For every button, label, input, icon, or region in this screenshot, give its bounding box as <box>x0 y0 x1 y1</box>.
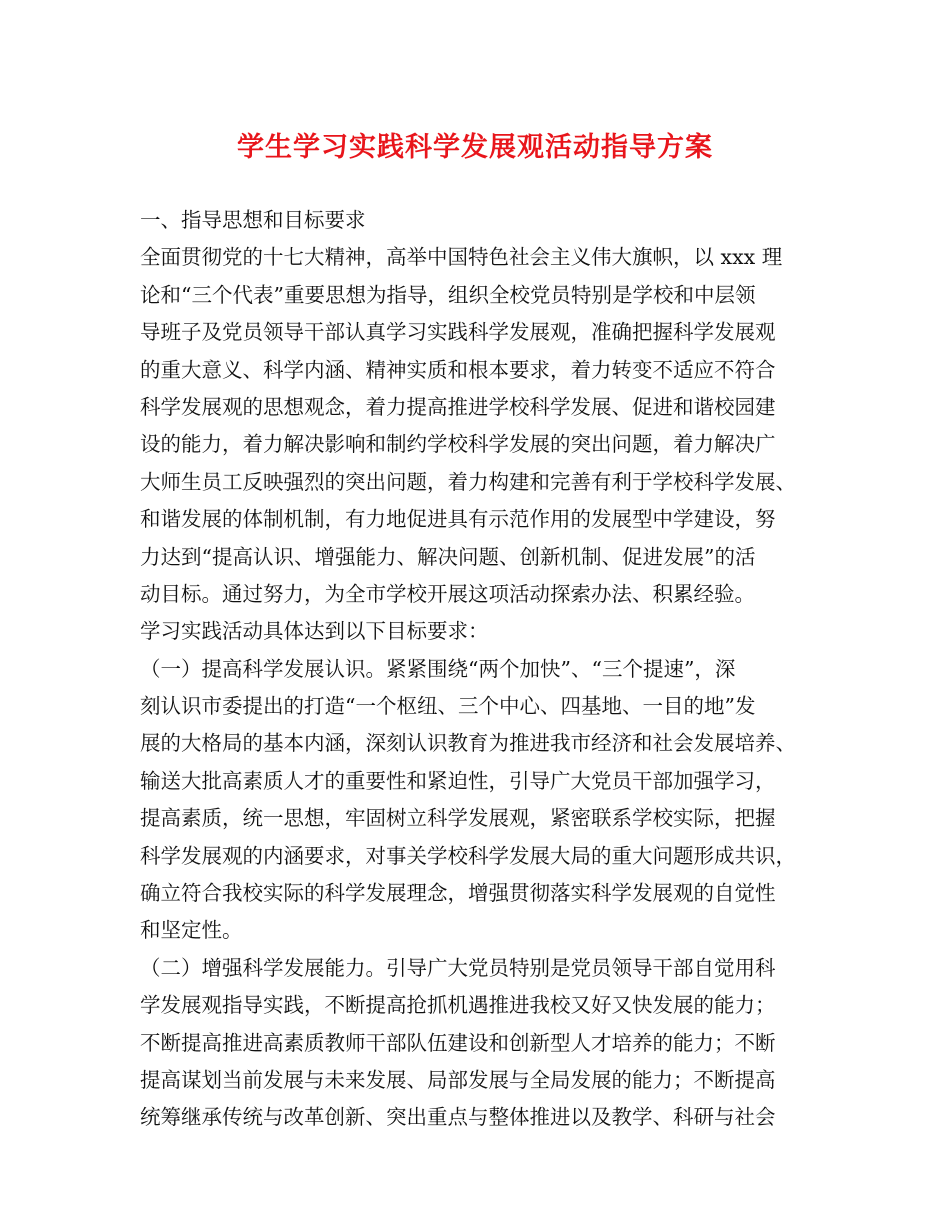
paragraph-line: 学习实践活动具体达到以下目标要求： <box>140 619 489 644</box>
section-heading: 一、指导思想和目标要求 <box>140 208 366 232</box>
paragraph-line: 论和“三个代表”重要思想为指导，组织全校党员特别是学校和中层领 <box>140 282 756 307</box>
paragraph-line: 提高素质，统一思想，牢固树立科学发展观，紧密联系学校实际，把握 <box>140 806 776 831</box>
paragraph-line: 力达到“提高认识、增强能力、解决问题、创新机制、促进发展”的活 <box>140 544 756 569</box>
paragraph-line: 输送大批高素质人才的重要性和紧迫性，引导广大党员干部加强学习， <box>140 768 776 793</box>
paragraph-line: 和坚定性。 <box>140 918 243 943</box>
paragraph-line: 提高谋划当前发展与未来发展、局部发展与全局发展的能力；不断提高 <box>140 1067 776 1092</box>
document-body <box>140 202 820 1137</box>
paragraph-line: 全面贯彻党的十七大精神，高举中国特色社会主义伟大旗帜，以 xxx 理 <box>140 245 783 270</box>
paragraph-line: 不断提高推进高素质教师干部队伍建设和创新型人才培养的能力；不断 <box>140 1030 776 1055</box>
paragraph-line: （二）增强科学发展能力。引导广大党员特别是党员领导干部自觉用科 <box>140 955 776 980</box>
paragraph-line: 展的大格局的基本内涵，深刻认识教育为推进我市经济和社会发展培养、 <box>140 731 796 756</box>
paragraph-line: （一）提高科学发展认识。紧紧围绕“两个加快”、“三个提速”，深 <box>140 656 736 681</box>
paragraph-line: 大师生员工反映强烈的突出问题，着力构建和完善有利于学校科学发展、 <box>140 469 796 494</box>
paragraph-line: 确立符合我校实际的科学发展理念，增强贯彻落实科学发展观的自觉性 <box>140 881 776 906</box>
paragraph-line: 科学发展观的思想观念，着力提高推进学校科学发展、促进和谐校园建 <box>140 394 776 419</box>
paragraph-line: 学发展观指导实践，不断提高抢抓机遇推进我校又好又快发展的能力； <box>140 993 776 1018</box>
paragraph-line: 和谐发展的体制机制，有力地促进具有示范作用的发展型中学建设，努 <box>140 507 776 532</box>
document-title: 学生学习实践科学发展观活动指导方案 <box>237 132 713 163</box>
paragraph-line: 科学发展观的内涵要求，对事关学校科学发展大局的重大问题形成共识， <box>140 843 796 868</box>
paragraph-line: 设的能力，着力解决影响和制约学校科学发展的突出问题，着力解决广 <box>140 432 776 457</box>
paragraph-line: 刻认识市委提出的打造“一个枢纽、三个中心、四基地、一目的地”发 <box>140 694 756 719</box>
paragraph-line: 动目标。通过努力，为全市学校开展这项活动探索办法、积累经验。 <box>140 581 755 606</box>
paragraph-line: 导班子及党员领导干部认真学习实践科学发展观，准确把握科学发展观 <box>140 320 776 345</box>
paragraph-line: 的重大意义、科学内涵、精神实质和根本要求，着力转变不适应不符合 <box>140 357 776 382</box>
paragraph-line: 统筹继承传统与改革创新、突出重点与整体推进以及教学、科研与社会 <box>140 1105 776 1130</box>
